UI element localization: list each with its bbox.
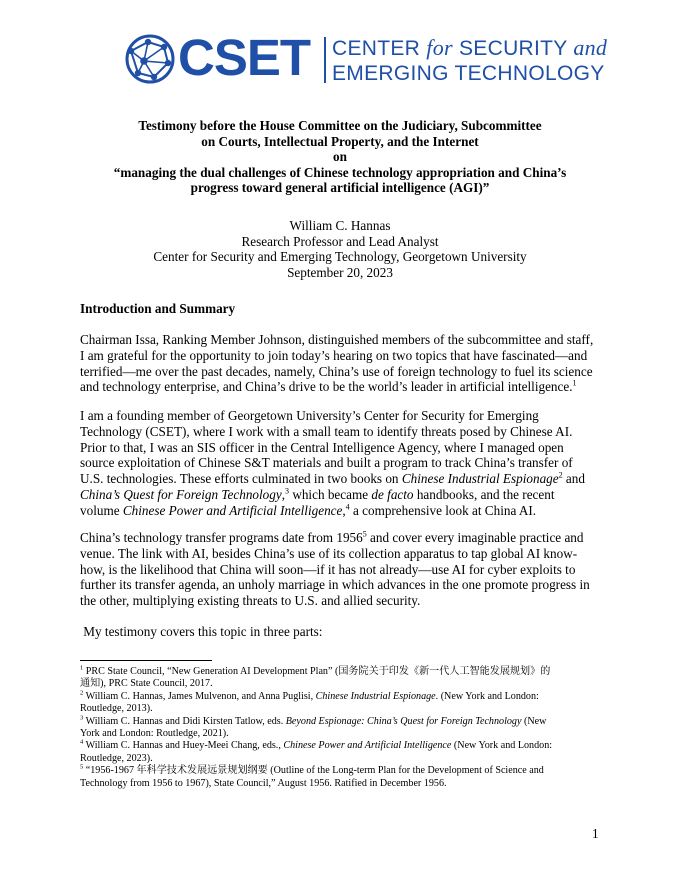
globe-network-icon (124, 33, 176, 85)
footnote-2: $^2$ William C. Hannas, James Mulvenon, and Anna Puglisi, Chinese Industrial Espionage. (New York and London: Routledge, 2013). (80, 689, 539, 715)
footnote-ref-5: 5 (362, 529, 367, 539)
footnote-ref-1: 1 (572, 379, 577, 388)
page-number: 1 (592, 826, 599, 841)
footnote-3: $^3$ William C. Hannas and Didi Kirsten Tatlow, eds. Beyond Espionage: China’s Quest for Foreign Technology (New York and London: Routledge, 2021). (80, 714, 547, 740)
paragraph-1: Chairman Issa, Ranking Member Johnson, distinguished members of the subcommittee and staff, I am grateful for the opportunity to join today’s hearing on two topics that have fascinated—and terrified—me over the past decades, namely, China’s use of foreign technology to fuel its science and technology enterprise, and China’s drive to be the world’s leader in artificial intelligence.$^1$ (80, 332, 594, 395)
testimony-title: Testimony before the House Committee on the Judiciary, Subcommittee on Courts, Intellectual Property, and the Internet on “managing the dual challenges of Chinese technology appropriation and China’s progress toward general artificial intelligence (AGI)” (113, 118, 567, 196)
footnotes (80, 666, 604, 790)
section-heading: Introduction and Summary (80, 301, 236, 316)
footnote-ref-4: 4 (345, 502, 350, 512)
footnote-ref-2: 2 (558, 470, 563, 480)
cset-logo (124, 29, 608, 89)
author-name: William C. Hannas (289, 218, 391, 233)
author-block (80, 218, 600, 280)
logo-divider (324, 37, 326, 83)
paragraph-4: My testimony covers this topic in three parts: (80, 624, 323, 639)
author-role: Research Professor and Lead Analyst (241, 233, 439, 249)
paragraph-2: I am a founding member of Georgetown University’s Center for Security for Emerging Technology (CSET), where I work with a small team to identify threats posed by Chinese AI. Prior to that, I was an SIS officer in the Central Intelligence Agency, where I managed open source exploitation of Chinese S&T materials and built a program to track China’s transfer of U.S. technologies. These efforts culminated in two books on Chinese Industrial Espionage$^2$ and China’s Quest for Foreign Technology,$^3$ which became de facto handbooks, and the recent volume Chinese Power and Artificial Intelligence,$^4$ a comprehensive look at China AI. (80, 408, 585, 518)
footnote-divider (80, 660, 212, 661)
footnote-5: $^5$ “1956-1967 年科学技术发展远景规划纲要 (Outline of the Long-term Plan for the Development of Science and Technology from 1956 to 1967), State Council,” August 1956. Ratified in December 1956. (80, 763, 544, 789)
logo-acronym: CSET (178, 29, 311, 86)
footnote-ref-3: 3 (285, 486, 290, 496)
testimony-date: September 20, 2023 (287, 264, 393, 280)
paragraph-3: China’s technology transfer programs date from 1956$^5$ and cover every imaginable practice and venue. The link with AI, besides China’s use of its collection apparatus to tap global AI know- how, is the likelihood that China will soon—if it has not already—use AI for cyber exploits to further its transfer agenda, an unholy marriage in which advances in the one promote progress in the other, multiplying existing threats to U.S. and allied security. (80, 529, 590, 609)
footnote-4: $^4$ William C. Hannas and Huey-Meei Chang, eds., Chinese Power and Artificial Intelligence (New York and London: Routledge, 2023). (80, 739, 553, 764)
footnote-1: $^1$ PRC State Council, “New Generation AI Development Plan” (国务院关于印发《新一代人工智能发展规划》的 通知), PRC State Council, 2017. (80, 664, 551, 690)
logo-full-name: CENTER for SECURITY and EMERGING TECHNOLOGY (332, 35, 608, 85)
author-org: Center for Security and Emerging Technology, Georgetown University (153, 249, 527, 265)
